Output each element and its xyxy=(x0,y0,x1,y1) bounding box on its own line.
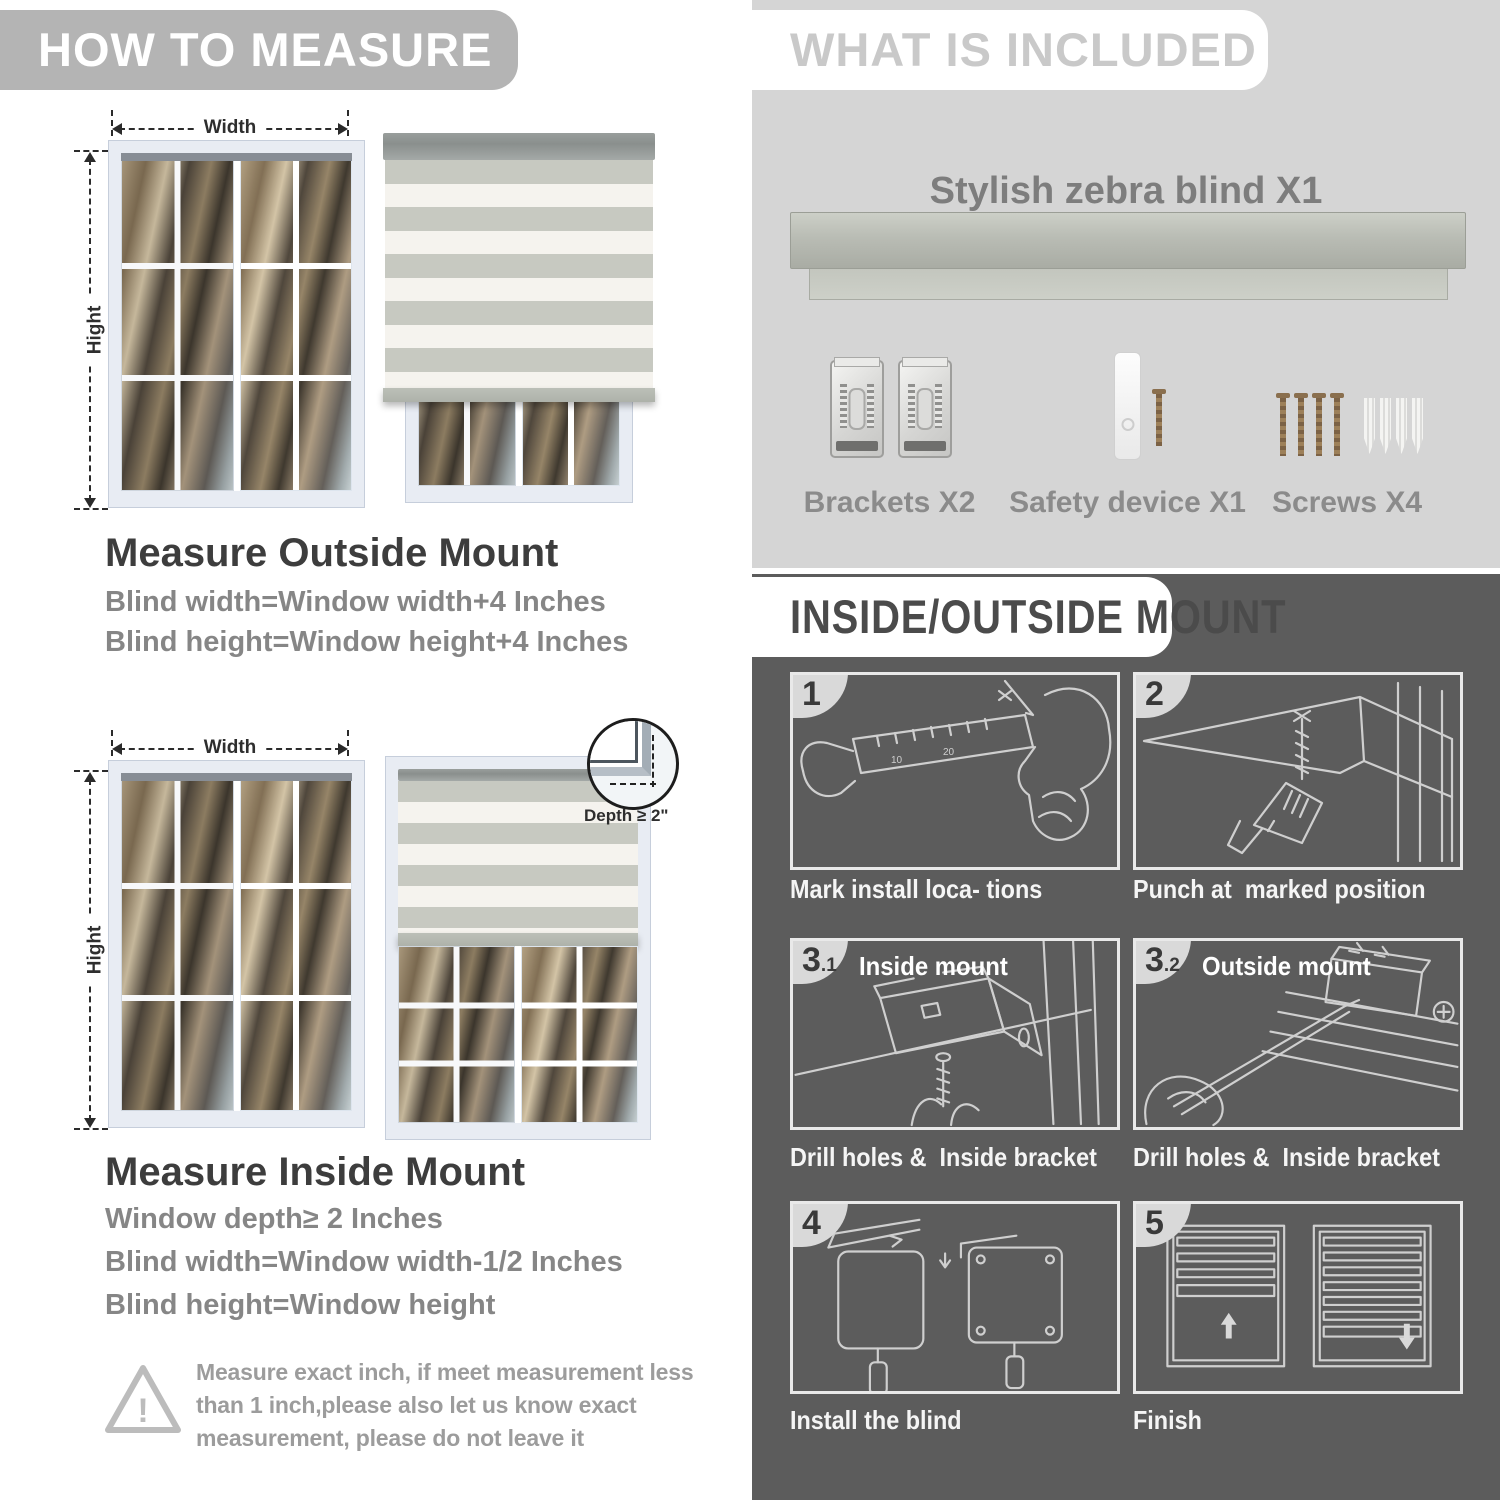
step-box-4 xyxy=(790,1201,1120,1394)
anchor-image xyxy=(1412,398,1423,454)
window-pane xyxy=(398,946,515,1123)
screws-label: Screws X4 xyxy=(1271,486,1423,519)
what-is-included-title: WHAT IS INCLUDED xyxy=(790,23,1257,76)
anchor-image xyxy=(1364,398,1375,454)
step-subnumber: .2 xyxy=(1163,955,1180,976)
frame-corner-line xyxy=(587,718,638,763)
depth-magnifier-icon xyxy=(587,718,679,810)
window-pane xyxy=(121,773,234,1111)
step-number: 5 xyxy=(1145,1204,1164,1242)
window-track xyxy=(121,773,352,781)
bracket-lip xyxy=(902,357,948,367)
anchor-image xyxy=(1396,398,1407,454)
step-4-illustration xyxy=(793,1204,1117,1391)
blind-bottom-rail xyxy=(398,933,638,946)
height-label: Hight xyxy=(84,296,106,365)
arrow-right-icon xyxy=(338,743,348,755)
step-box-3-2 xyxy=(1133,938,1463,1130)
height-label: Hight xyxy=(84,916,106,985)
window-sashes xyxy=(121,153,352,491)
window-pane xyxy=(240,153,353,491)
bracket-base xyxy=(836,441,878,451)
window-pane xyxy=(121,153,234,491)
inside-mount-formula-depth: Window depth≥ 2 Inches xyxy=(105,1203,443,1235)
svg-text:10: 10 xyxy=(891,755,903,766)
tick-mark xyxy=(74,1128,108,1130)
step-box-2 xyxy=(1133,672,1463,870)
safety-device-hole xyxy=(1121,418,1134,431)
bracket-slot xyxy=(849,388,866,430)
step-4-caption: Install the blind xyxy=(790,1405,962,1435)
bracket-spring xyxy=(867,384,874,428)
screw-image xyxy=(1316,398,1322,456)
window-photo xyxy=(108,760,365,1128)
safety-device-image xyxy=(1114,352,1141,460)
step-number: 1 xyxy=(802,675,821,713)
width-label: Width xyxy=(196,117,265,139)
height-arrow xyxy=(80,772,106,1128)
blind-bottom-rail xyxy=(383,388,655,402)
how-to-measure-title: HOW TO MEASURE xyxy=(38,23,493,76)
warning-line-3: measurement, please do not leave it xyxy=(196,1425,584,1451)
exclamation-mark: ! xyxy=(137,1392,149,1430)
step-3-1-caption: Drill holes & Inside bracket xyxy=(790,1142,1097,1172)
headrail-image xyxy=(790,212,1466,269)
warning-line-2: than 1 inch,please also let us know exact xyxy=(196,1392,637,1418)
blind-fabric xyxy=(385,160,653,388)
window-sashes xyxy=(398,946,638,1123)
blind-headrail xyxy=(383,133,655,160)
how-to-measure-header xyxy=(0,10,518,90)
tick-mark xyxy=(74,508,108,510)
mount-title: INSIDE/OUTSIDE MOUNT xyxy=(790,590,1287,643)
window-track xyxy=(121,153,352,161)
depth-label: Depth ≥ 2" xyxy=(584,806,669,825)
bracket-spring xyxy=(935,384,942,428)
screw-image xyxy=(1280,398,1286,456)
brackets-label: Brackets X2 xyxy=(803,486,976,519)
step-2-illustration xyxy=(1136,675,1460,867)
blind-fabric xyxy=(398,781,638,933)
inside-outside-mount-panel xyxy=(752,574,1500,1500)
window-photo xyxy=(108,140,365,508)
window-sashes-inner xyxy=(398,946,638,1123)
step-number: 4 xyxy=(802,1204,821,1242)
arrow-up-icon xyxy=(84,772,96,782)
warning-icon xyxy=(100,1360,186,1440)
outside-mount-label: Outside mount xyxy=(1202,951,1371,981)
step-box-5 xyxy=(1133,1201,1463,1394)
width-arrow xyxy=(112,116,348,142)
what-is-included-header xyxy=(752,10,1268,90)
step-number: 3 xyxy=(1145,941,1164,979)
outside-mount-formula-width: Blind width=Window width+4 Inches xyxy=(105,586,606,618)
window-pane xyxy=(240,773,353,1111)
outside-mount-title: Measure Outside Mount xyxy=(105,531,559,575)
step-3-2-caption: Drill holes & Inside bracket xyxy=(1133,1142,1440,1172)
inside-mount-formula-height: Blind height=Window height xyxy=(105,1289,496,1321)
bracket-lip xyxy=(834,357,880,367)
height-arrow xyxy=(80,152,106,508)
arrow-down-icon xyxy=(84,1118,96,1128)
inside-mount-label: Inside mount xyxy=(859,951,1008,981)
bracket-base xyxy=(904,441,946,451)
mount-header xyxy=(752,577,1287,657)
width-arrow xyxy=(112,736,348,762)
step-number: 2 xyxy=(1145,675,1164,713)
arrow-up-icon xyxy=(84,152,96,162)
arrow-left-icon xyxy=(112,743,122,755)
window-sashes xyxy=(121,773,352,1111)
bracket-image xyxy=(898,360,952,458)
arrow-right-icon xyxy=(338,123,348,135)
step-1-caption: Mark install loca- tions xyxy=(790,874,1043,904)
bracket-slot xyxy=(917,388,934,430)
step-2-caption: Punch at marked position xyxy=(1133,874,1426,904)
safety-device-label: Safety device X1 xyxy=(1009,486,1246,519)
step-box-3-1 xyxy=(790,938,1120,1130)
anchor-image xyxy=(1380,398,1391,454)
outside-mount-formula-height: Blind height=Window height+4 Inches xyxy=(105,626,629,658)
step-5-illustration xyxy=(1136,1204,1460,1391)
depth-dashed-line xyxy=(610,783,656,785)
screw-image xyxy=(1156,394,1162,446)
bracket-spring xyxy=(908,384,915,428)
step-5-caption: Finish xyxy=(1133,1405,1202,1435)
bracket-spring xyxy=(840,384,847,428)
warning-text xyxy=(196,1356,693,1455)
step-number: 3 xyxy=(802,941,821,979)
step-box-1 xyxy=(790,672,1120,870)
inside-mount-formula-width: Blind width=Window width-1/2 Inches xyxy=(105,1246,623,1278)
window-pane xyxy=(521,946,638,1123)
screw-image xyxy=(1334,398,1340,456)
headrail-fabric-image xyxy=(809,269,1448,300)
width-label: Width xyxy=(196,737,265,759)
warning-line-1: Measure exact inch, if meet measurement less xyxy=(196,1359,694,1385)
arrow-left-icon xyxy=(112,123,122,135)
step-1-illustration xyxy=(793,675,1117,867)
what-is-included-panel xyxy=(752,0,1500,568)
screw-image xyxy=(1298,398,1304,456)
zebra-blind-label: Stylish zebra blind X1 xyxy=(929,170,1323,212)
svg-text:20: 20 xyxy=(943,747,955,758)
outside-mount-blind-graphic xyxy=(383,133,655,503)
arrow-down-icon xyxy=(84,498,96,508)
step-subnumber: .1 xyxy=(820,955,837,976)
depth-dashed-line xyxy=(652,735,654,787)
inside-mount-title: Measure Inside Mount xyxy=(105,1150,526,1194)
bracket-image xyxy=(830,360,884,458)
